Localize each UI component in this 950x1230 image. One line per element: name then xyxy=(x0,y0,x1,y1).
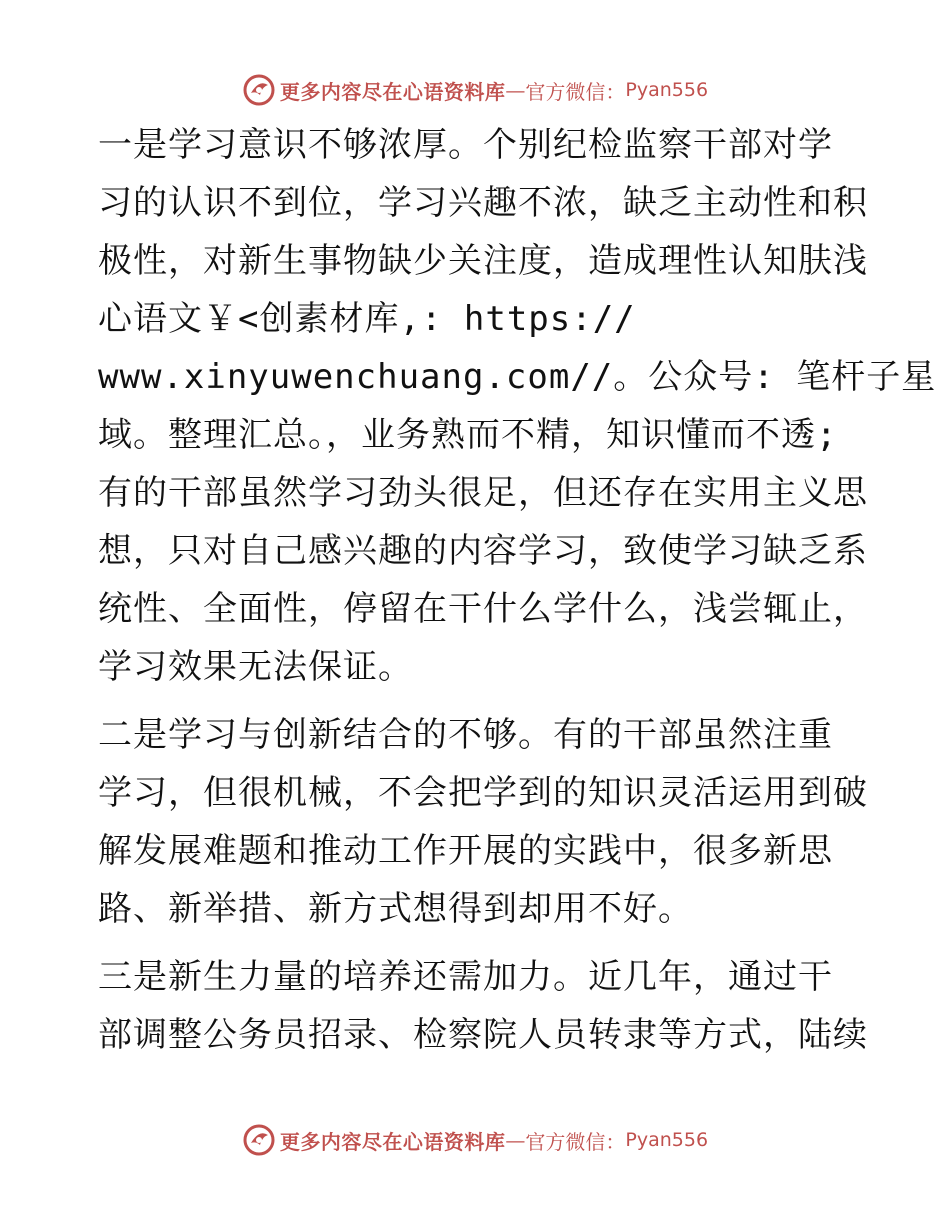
logo-icon xyxy=(242,73,276,107)
text-line: 极性，对新生事物缺少关注度，造成理性认知肤浅 xyxy=(98,241,868,281)
watermark-dash: — xyxy=(505,1128,526,1152)
text-line: 心语文￥<创素材库,: https:// xyxy=(98,299,636,339)
text-line: 一是学习意识不够浓厚。个别纪检监察干部对学 xyxy=(98,125,833,165)
watermark-wechat-id: Pyan556 xyxy=(625,79,709,101)
text-line: 三是新生力量的培养还需加力。近几年，通过干 xyxy=(98,957,833,997)
text-line: 想，只对自己感兴趣的内容学习，致使学习缺乏系 xyxy=(98,531,868,571)
text-line: 有的干部虽然学习劲头很足，但还存在实用主义思 xyxy=(98,473,868,513)
text-line: 二是学习与创新结合的不够。有的干部虽然注重 xyxy=(98,715,833,755)
watermark-dash: — xyxy=(505,78,526,102)
watermark-sub-text: 官方微信： xyxy=(525,1129,626,1154)
text-line: 域。整理汇总。，业务熟而不精，知识懂而不透; xyxy=(98,415,838,455)
logo-icon xyxy=(242,1123,276,1157)
watermark-sub-text: 官方微信： xyxy=(525,79,626,104)
text-line: 学习效果无法保证。 xyxy=(98,647,413,687)
text-line: 路、新举措、新方式想得到却用不好。 xyxy=(98,889,693,929)
watermark-wechat-id: Pyan556 xyxy=(625,1129,709,1151)
text-line: 统性、全面性，停留在干什么学什么，浅尝辄止， xyxy=(98,589,868,629)
text-line: 学习，但很机械，不会把学到的知识灵活运用到破 xyxy=(98,773,868,813)
watermark-main-text: 更多内容尽在心语资料库 xyxy=(279,1129,506,1154)
footer-watermark xyxy=(0,1120,950,1160)
text-line: www.xinyuwenchuang.com//。公众号: 笔杆子星 xyxy=(98,357,937,397)
header-watermark xyxy=(0,70,950,110)
watermark-main-text: 更多内容尽在心语资料库 xyxy=(279,79,506,104)
text-line: 习的认识不到位，学习兴趣不浓，缺乏主动性和积 xyxy=(98,183,868,223)
text-line: 部调整公务员招录、检察院人员转隶等方式，陆续 xyxy=(98,1015,868,1055)
text-line: 解发展难题和推动工作开展的实践中，很多新思 xyxy=(98,831,833,871)
